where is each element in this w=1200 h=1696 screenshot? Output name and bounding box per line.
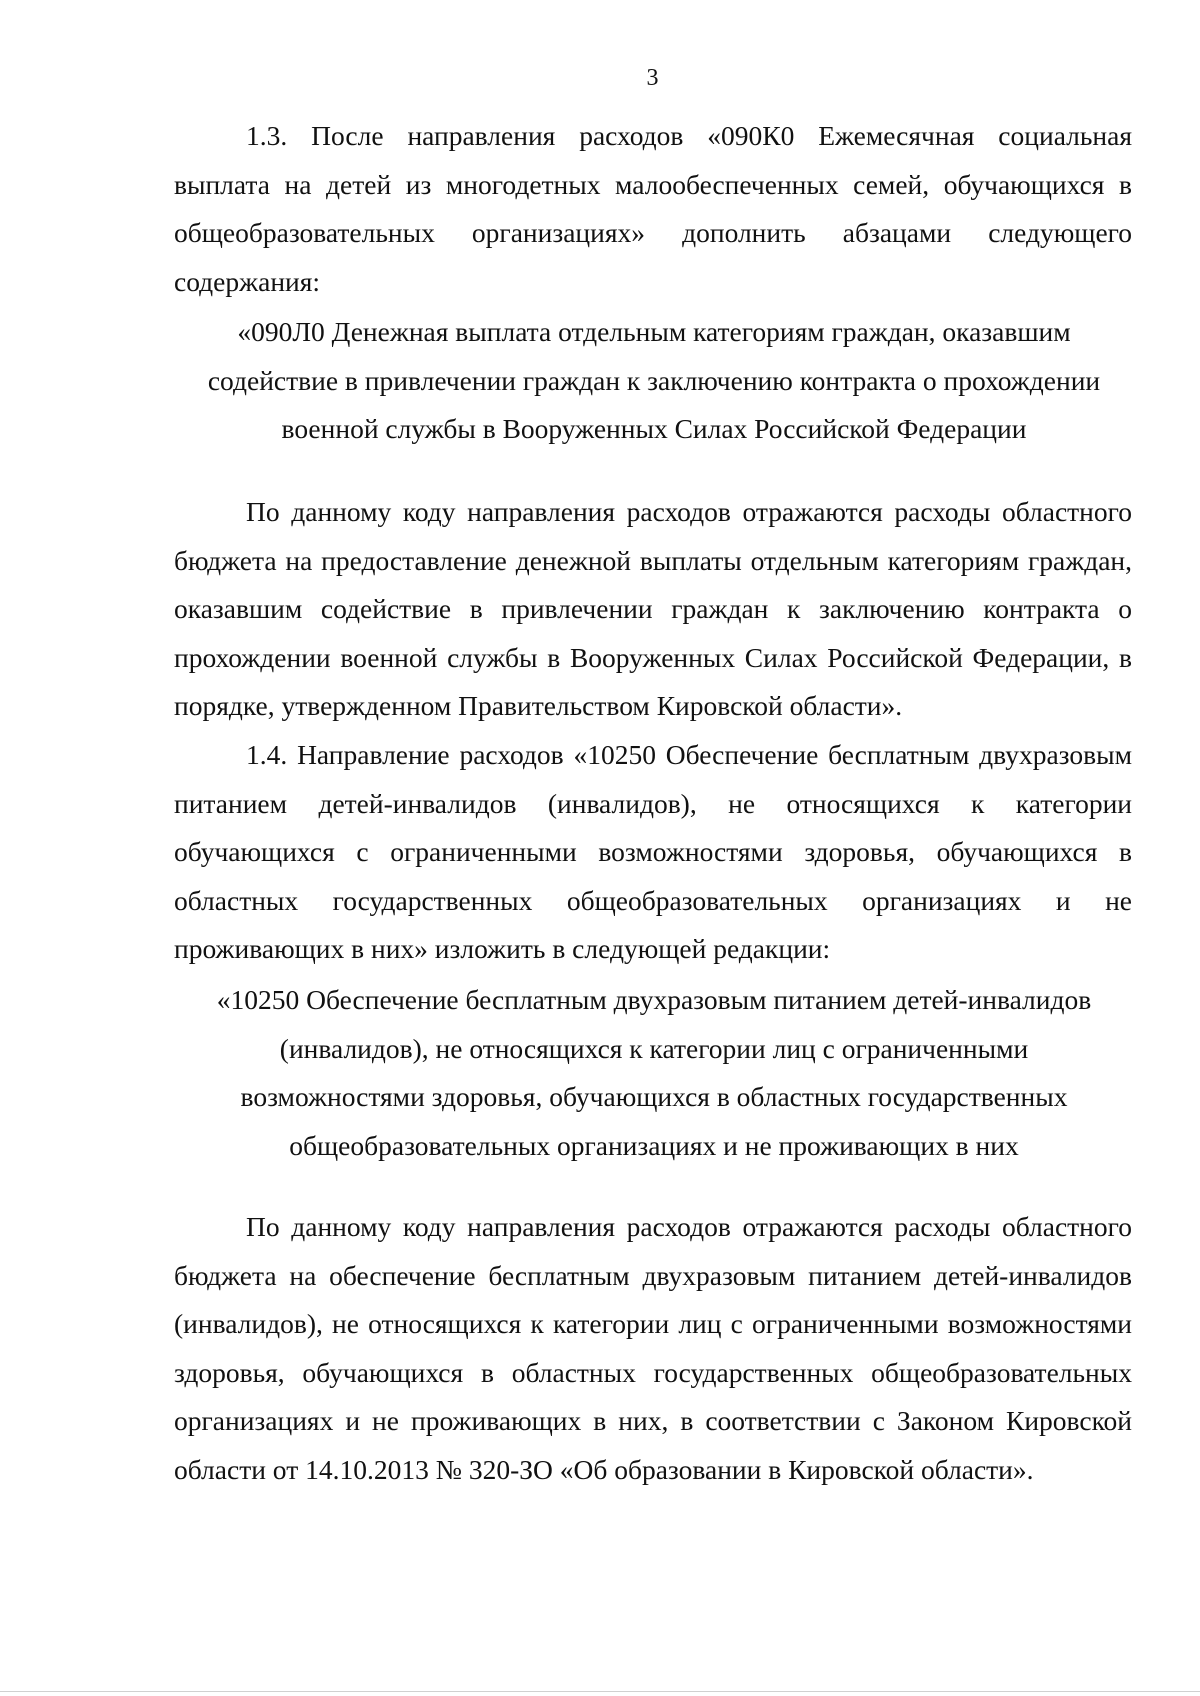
section-1-3-heading <box>154 308 1154 454</box>
section-1-4-heading <box>154 976 1154 1170</box>
section-1-4-intro: 1.4. Направление расходов «10250 Обеспечение бесплатным двухразовым питанием детей-инвалидов (инвалидов), не относящихся к категории обучающихся с ограниченными возможностями здоровья, обучающихся в областных государственных общеобразовательных организациях и не проживающих в них» изложить в следующей редакции: <box>174 739 1132 964</box>
section-1-4-heading-block <box>154 976 1154 1170</box>
section-1-3-intro: 1.3. После направления расходов «090К0 Ежемесячная социальная выплата на детей из многодетных малообеспеченных семей, обучающихся в общеобразовательных организациях» дополнить абзацами следующего содержания: <box>174 120 1132 297</box>
heading-line: содействие в привлечении граждан к заключению контракта о прохождении <box>207 364 1101 396</box>
heading-line: «090Л0 Денежная выплата отдельным категориям граждан, оказавшим <box>237 316 1071 347</box>
section-1-4-intro-block <box>174 731 1132 974</box>
section-1-4-description-block <box>174 1203 1132 1494</box>
page-number: 3 <box>646 65 659 91</box>
section-1-3-intro-block <box>174 112 1132 306</box>
heading-line: (инвалидов), не относящихся к категории лиц с ограниченными <box>279 1032 1029 1064</box>
section-1-4-description: По данному коду направления расходов отражаются расходы областного бюджета на обеспечение бесплатным двухразовым питанием детей-инвалидов (инвалидов), не относящихся к категории лиц с ограниченными возможностями здоровья, обучающихся в областных государственных общеобразовательных организациях и не проживающих в них, в соответствии с Законом Кировской области от 14.10.2013 № 320-ЗО «Об образовании в Кировской области». <box>174 1211 1132 1485</box>
heading-line: «10250 Обеспечение бесплатным двухразовым питанием детей-инвалидов <box>216 984 1092 1015</box>
section-1-3-description: По данному коду направления расходов отражаются расходы областного бюджета на предоставление денежной выплаты отдельным категориям граждан, оказавшим содействие в привлечении граждан к заключению контракта о прохождении военной службы в Вооруженных Силах Российской Федерации, в порядке, утвержденном Правительством Кировской области». <box>174 496 1132 721</box>
section-1-3-description-block <box>174 488 1132 731</box>
heading-line: общеобразовательных организациях и не проживающих в них <box>289 1129 1019 1161</box>
section-1-3-heading-block <box>154 308 1154 454</box>
heading-line: возможностями здоровья, обучающихся в областных государственных <box>240 1081 1068 1112</box>
page-bottom-edge <box>0 1691 1200 1692</box>
heading-line: военной службы в Вооруженных Силах Российской Федерации <box>281 413 1027 444</box>
